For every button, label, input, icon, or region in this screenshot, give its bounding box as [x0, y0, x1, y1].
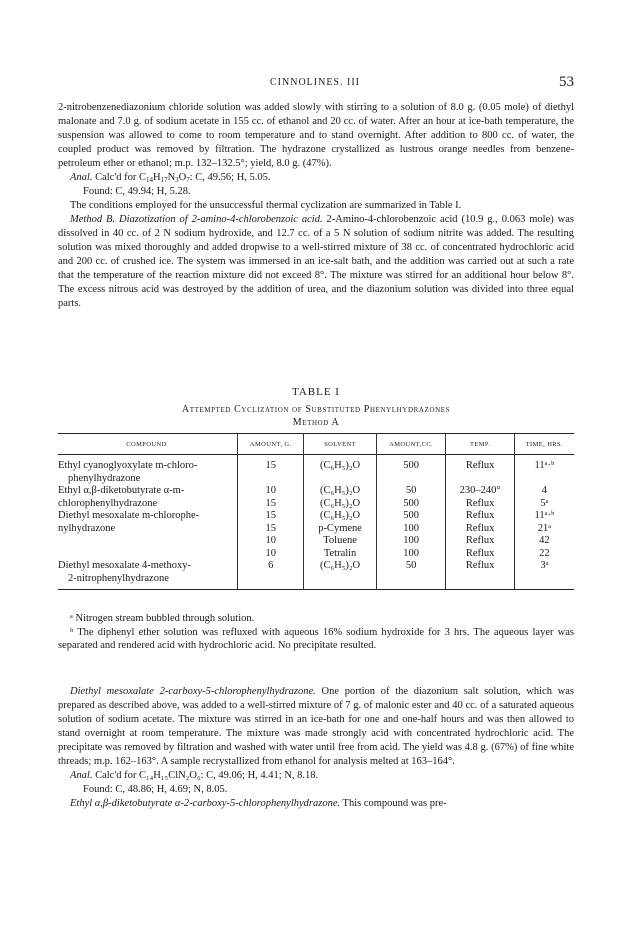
compound-cell: chlorophenylhydrazone [58, 498, 238, 511]
amount-cc-cell: 50 [376, 485, 446, 498]
time-cell: 5ᵃ [540, 497, 549, 509]
compound-cell: nylhydrazone [58, 523, 238, 536]
method-paragraph: Method B. Diazotization of 2-amino-4-chlorobenzoic acid. 2-Amino-4-chlorobenzoic acid (10.9 g., 0.063 mole) was dissolved in 40 cc. of 2 N sodium hydroxide, and 12.7 cc. of a 5 N solution of sodium nitrite was added. The resulting solution was mixed thoroughly and added dropwise to a well-stirred mixture of 38 cc. of concentrated hydrochloric acid and 200 cc. of crushed ice. The system was immersed in an ice-salt bath, and the addition was carried out at such a rate that the temperature of the reaction mixture did not exceed 8°. The mixture was stirred for an additional hour below 8°. The excess nitrous acid was destroyed by the addition of urea, and the diazonium solution was divided into three equal parts. [58, 214, 575, 309]
table-row [58, 498, 574, 511]
solvent-cell: Toluene [304, 535, 376, 548]
temp-cell: Reflux [446, 560, 514, 590]
amount-g-cell: 6 [238, 560, 304, 590]
table-row [58, 560, 574, 590]
amount-g-cell: 15 [238, 498, 304, 511]
body-text-bottom [58, 685, 574, 811]
column-header: TEMP. [446, 434, 514, 455]
table-footnotes [58, 612, 574, 653]
table-title: TABLE I [292, 386, 340, 398]
table-header-row [58, 434, 574, 455]
footnote-b: ᵇ The diphenyl ether solution was refluxed with aqueous 16% sodium hydroxide for 3 hrs. The aqueous layer was separated and rendered acid with hydrochloric acid. No precipitate resulted. [58, 626, 574, 651]
compound-cell: Ethyl cyanoglyoxylate m-chloro- phenylhydrazone [58, 455, 238, 486]
time-cell: 3ᵃ [540, 560, 549, 571]
table-row [58, 535, 574, 548]
amount-g-cell: 10 [238, 548, 304, 561]
running-head [56, 74, 574, 93]
table-row [58, 485, 574, 498]
data-table [58, 433, 574, 592]
table-subtitle [58, 403, 574, 429]
amount-cc-cell: 50 [376, 560, 446, 590]
amount-cc-cell: 500 [376, 498, 446, 511]
compound-cell: Ethyl α,β-diketobutyrate α-m- [58, 485, 238, 498]
temp-cell: Reflux [446, 535, 514, 548]
time-cell: 4 [541, 485, 548, 496]
compound-cell [58, 535, 238, 548]
amount-g-cell: 10 [238, 535, 304, 548]
analysis-calc: Anal. Calc'd for C₁₄H₁₅ClN₂O₆: C, 49.06; H, 4.41; N, 8.18. [70, 770, 319, 781]
time-cell: 21ᵃ [537, 522, 552, 534]
amount-g-cell: 15 [238, 523, 304, 536]
paragraph: Ethyl α,β-diketobutyrate α-2-carboxy-5-chlorophenylhydrazone. This compound was pre- [70, 798, 447, 809]
temp-cell: 230–240° [446, 485, 514, 498]
amount-cc-cell: 100 [376, 535, 446, 548]
compound-cell [58, 548, 238, 561]
solvent-cell: (C₆H₅)₂O [304, 510, 376, 523]
compound-cell: Diethyl mesoxalate 4-methoxy- 2-nitrophenylhydrazone [58, 560, 238, 590]
solvent-cell: (C₆H₅)₂O [304, 560, 376, 590]
solvent-cell: (C₆H₅)₂O [304, 485, 376, 498]
amount-cc-cell: 500 [376, 510, 446, 523]
paragraph: 2-nitrobenzenediazonium chloride solution was added slowly with stirring to a solution of 8.0 g. (0.05 mole) of diethyl malonate and 7.0 g. of sodium acetate in 155 cc. of ethanol and 20 cc. of water. After an hour at ice-bath temperature, the suspension was allowed to come to room temperature and to stand overnight. After addition to 800 cc. of water, the coupled product was removed by filtration. The hydrazone crystallized as lustrous orange needles from benzene-petroleum ether or ethanol; m.p. 132–132.5°; yield, 8.0 g. (47%). [58, 102, 574, 169]
analysis-found: Found: C, 49.94; H, 5.28. [83, 186, 191, 197]
column-header: AMOUNT,CC. [376, 434, 446, 455]
paragraph: The conditions employed for the unsuccessful thermal cyclization are summarized in Table I. [70, 200, 462, 211]
temp-cell: Reflux [446, 510, 514, 523]
analysis-calc: Anal. Calc'd for $C_{14}H_{17}N_3O_7$: C, 49.56; H, 5.05. [70, 172, 271, 184]
compound-cell: Diethyl mesoxalate m-chlorophe- [58, 510, 238, 523]
analysis-found: Found: C, 48.86; H, 4.69; N, 8.05. [83, 784, 228, 795]
temp-cell: Reflux [446, 548, 514, 561]
amount-g-cell: 15 [238, 455, 304, 486]
table-row [58, 510, 574, 523]
table-row [58, 523, 574, 536]
temp-cell: Reflux [446, 455, 514, 486]
temp-cell: Reflux [446, 523, 514, 536]
running-title: CINNOLINES. III [270, 77, 360, 88]
column-header: AMOUNT, G. [238, 434, 304, 455]
amount-g-cell: 10 [238, 485, 304, 498]
amount-cc-cell: 100 [376, 523, 446, 536]
solvent-cell: p-Cymene [304, 523, 376, 536]
column-header: SOLVENT [304, 434, 376, 455]
solvent-cell: (C₆H₅)₂O [304, 455, 376, 486]
table-subtitle-line2: Method A [292, 417, 340, 428]
table-row [58, 548, 574, 561]
solvent-cell: (C₆H₅)₂O [304, 498, 376, 511]
column-header: COMPOUND [58, 434, 238, 455]
amount-cc-cell: 100 [376, 548, 446, 561]
amount-cc-cell: 500 [376, 455, 446, 486]
table-subtitle-line1: Attempted Cyclization of Substituted Phenylhydrazones [181, 404, 451, 415]
footnote-a: ᵃ Nitrogen stream bubbled through solution. [70, 613, 255, 624]
paragraph: Diethyl mesoxalate 2-carboxy-5-chlorophenylhydrazone. One portion of the diazonium salt solution, which was prepared as described above, was added to a well-stirred mixture of 7 g. of malonic ester and 40 cc. of a saturated aqueous solution of sodium acetate. The mixture was stirred in an ice-bath for one and one-half hours and was then allowed to stand overnight at room temperature. The mixture was made strongly acid with concentrated hydrochloric acid. The precipitate was removed by filtration and washed with water until free from acid. The yield was 4.8 g. (67%) of fine white threads; m.p. 162–163°. A sample recrystallized from ethanol for analysis melted at 163–164°. [58, 686, 574, 767]
temp-cell: Reflux [446, 498, 514, 511]
time-cell: 42 [539, 535, 550, 546]
body-text-top [58, 101, 574, 311]
column-header: TIME, HRS. [525, 440, 564, 448]
time-cell: 22 [539, 547, 550, 559]
time-cell: 11ᵃ·ᵇ [534, 460, 555, 471]
table-row [58, 455, 574, 486]
amount-g-cell: 15 [238, 510, 304, 523]
solvent-cell: Tetralin [304, 548, 376, 561]
time-cell: 11ᵃ·ᵇ [534, 510, 555, 521]
page-number: 53 [559, 74, 574, 90]
